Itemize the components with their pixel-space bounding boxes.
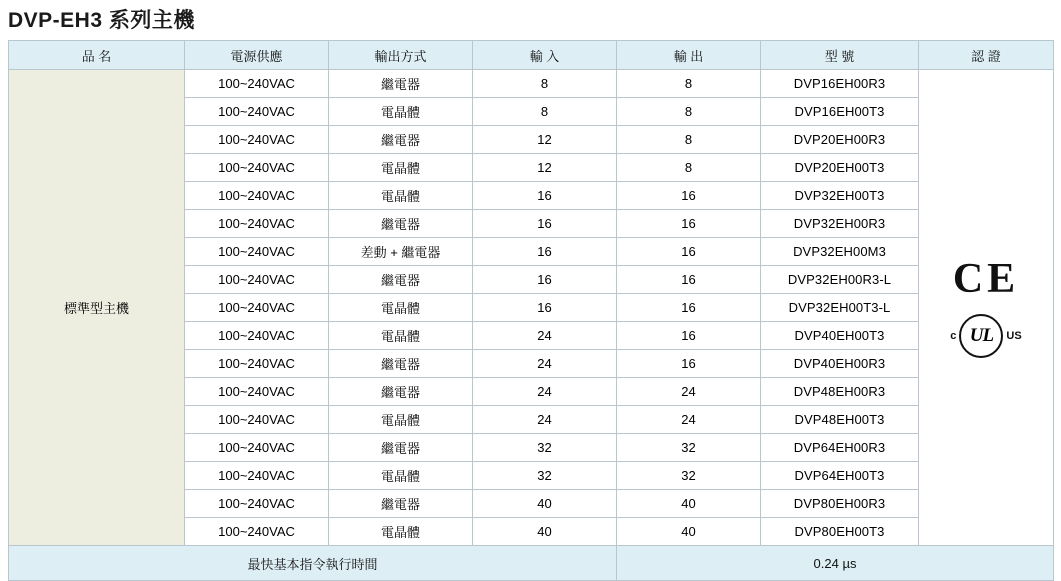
power-supply-unit: AC	[276, 356, 295, 371]
power-supply-unit: AC	[276, 188, 295, 203]
power-supply-cell	[185, 70, 329, 98]
power-supply-unit: AC	[276, 328, 295, 343]
output-type-cell: 繼電器	[329, 490, 473, 518]
power-supply-cell	[185, 406, 329, 434]
power-supply-unit: AC	[276, 244, 295, 259]
output-count-cell: 40	[617, 518, 761, 546]
output-count-cell: 8	[617, 126, 761, 154]
ul-mark-icon	[950, 314, 1021, 358]
output-type-cell: 繼電器	[329, 126, 473, 154]
power-supply-value: 100~240V	[218, 468, 277, 483]
model-number-cell: DVP32EH00M3	[761, 238, 919, 266]
power-supply-cell	[185, 154, 329, 182]
header-cell-output-type: 輸出方式	[329, 41, 473, 70]
ul-circle-icon: UL	[959, 314, 1003, 358]
input-count-cell: 32	[473, 462, 617, 490]
output-count-cell: 16	[617, 350, 761, 378]
input-count-cell: 24	[473, 406, 617, 434]
power-supply-unit: AC	[276, 300, 295, 315]
input-count-cell: 12	[473, 126, 617, 154]
model-number-cell: DVP48EH00R3	[761, 378, 919, 406]
model-number-cell: DVP32EH00T3-L	[761, 294, 919, 322]
power-supply-value: 100~240V	[218, 104, 277, 119]
power-supply-cell	[185, 518, 329, 546]
power-supply-cell	[185, 490, 329, 518]
input-count-cell: 16	[473, 210, 617, 238]
output-type-cell: 差動 + 繼電器	[329, 238, 473, 266]
footer-label: 最快基本指令執行時間	[9, 546, 617, 581]
output-count-cell: 24	[617, 406, 761, 434]
output-type-cell: 繼電器	[329, 350, 473, 378]
model-number-cell: DVP40EH00R3	[761, 350, 919, 378]
input-count-cell: 24	[473, 322, 617, 350]
header-cell-certification: 認 證	[919, 41, 1054, 70]
ul-us-label: US	[1006, 329, 1022, 342]
output-count-cell: 16	[617, 182, 761, 210]
output-type-cell: 電晶體	[329, 518, 473, 546]
power-supply-cell	[185, 98, 329, 126]
output-type-cell: 繼電器	[329, 378, 473, 406]
header-cell-output: 輸 出	[617, 41, 761, 70]
power-supply-unit: AC	[276, 496, 295, 511]
ul-canada-label: c	[950, 329, 957, 342]
input-count-cell: 8	[473, 70, 617, 98]
model-number-cell: DVP32EH00R3-L	[761, 266, 919, 294]
power-supply-unit: AC	[276, 104, 295, 119]
output-type-cell: 電晶體	[329, 462, 473, 490]
model-number-cell: DVP40EH00T3	[761, 322, 919, 350]
product-name-cell: 標準型主機	[9, 70, 185, 546]
power-supply-cell	[185, 182, 329, 210]
power-supply-value: 100~240V	[218, 412, 277, 427]
model-number-cell: DVP32EH00T3	[761, 182, 919, 210]
input-count-cell: 16	[473, 238, 617, 266]
power-supply-value: 100~240V	[218, 524, 277, 539]
power-supply-cell	[185, 266, 329, 294]
model-number-cell: DVP32EH00R3	[761, 210, 919, 238]
power-supply-cell	[185, 210, 329, 238]
power-supply-unit: AC	[276, 216, 295, 231]
output-type-cell: 繼電器	[329, 434, 473, 462]
model-number-cell: DVP64EH00T3	[761, 462, 919, 490]
input-count-cell: 40	[473, 518, 617, 546]
input-count-cell: 24	[473, 378, 617, 406]
power-supply-value: 100~240V	[218, 216, 277, 231]
output-type-cell: 電晶體	[329, 294, 473, 322]
power-supply-unit: AC	[276, 412, 295, 427]
power-supply-value: 100~240V	[218, 356, 277, 371]
output-count-cell: 8	[617, 154, 761, 182]
header-cell-power: 電源供應	[185, 41, 329, 70]
output-type-cell: 電晶體	[329, 98, 473, 126]
output-count-cell: 16	[617, 238, 761, 266]
power-supply-value: 100~240V	[218, 384, 277, 399]
power-supply-unit: AC	[276, 132, 295, 147]
power-supply-value: 100~240V	[218, 496, 277, 511]
power-supply-cell	[185, 238, 329, 266]
power-supply-unit: AC	[276, 272, 295, 287]
power-supply-unit: AC	[276, 76, 295, 91]
power-supply-unit: AC	[276, 440, 295, 455]
output-type-cell: 繼電器	[329, 210, 473, 238]
power-supply-value: 100~240V	[218, 300, 277, 315]
input-count-cell: 8	[473, 98, 617, 126]
model-number-cell: DVP16EH00R3	[761, 70, 919, 98]
model-number-cell: DVP80EH00R3	[761, 490, 919, 518]
spec-table	[8, 40, 1054, 581]
output-type-cell: 繼電器	[329, 70, 473, 98]
footer-row	[9, 546, 1054, 581]
header-row	[9, 41, 1054, 70]
power-supply-value: 100~240V	[218, 440, 277, 455]
power-supply-unit: AC	[276, 468, 295, 483]
input-count-cell: 32	[473, 434, 617, 462]
power-supply-value: 100~240V	[218, 244, 277, 259]
power-supply-value: 100~240V	[218, 76, 277, 91]
model-number-cell: DVP80EH00T3	[761, 518, 919, 546]
header-cell-model: 型 號	[761, 41, 919, 70]
model-number-cell: DVP48EH00T3	[761, 406, 919, 434]
model-number-cell: DVP64EH00R3	[761, 434, 919, 462]
output-count-cell: 24	[617, 378, 761, 406]
certification-cell	[919, 70, 1054, 546]
input-count-cell: 16	[473, 266, 617, 294]
power-supply-value: 100~240V	[218, 328, 277, 343]
power-supply-cell	[185, 434, 329, 462]
output-count-cell: 40	[617, 490, 761, 518]
input-count-cell: 24	[473, 350, 617, 378]
power-supply-value: 100~240V	[218, 132, 277, 147]
ce-mark-icon: CE	[952, 255, 1020, 302]
certification-marks	[919, 70, 1053, 545]
input-count-cell: 40	[473, 490, 617, 518]
model-number-cell: DVP20EH00T3	[761, 154, 919, 182]
header-cell-name: 品 名	[9, 41, 185, 70]
power-supply-value: 100~240V	[218, 188, 277, 203]
output-count-cell: 16	[617, 322, 761, 350]
output-count-cell: 32	[617, 462, 761, 490]
output-type-cell: 電晶體	[329, 406, 473, 434]
output-count-cell: 32	[617, 434, 761, 462]
output-count-cell: 8	[617, 70, 761, 98]
input-count-cell: 12	[473, 154, 617, 182]
output-count-cell: 16	[617, 294, 761, 322]
power-supply-cell	[185, 462, 329, 490]
power-supply-value: 100~240V	[218, 160, 277, 175]
table-body	[9, 70, 1054, 546]
power-supply-cell	[185, 378, 329, 406]
output-type-cell: 繼電器	[329, 266, 473, 294]
footer-value: 0.24 µs	[617, 546, 1054, 581]
input-count-cell: 16	[473, 182, 617, 210]
output-count-cell: 16	[617, 210, 761, 238]
power-supply-unit: AC	[276, 524, 295, 539]
power-supply-cell	[185, 322, 329, 350]
model-number-cell: DVP20EH00R3	[761, 126, 919, 154]
power-supply-cell	[185, 126, 329, 154]
power-supply-cell	[185, 294, 329, 322]
output-type-cell: 電晶體	[329, 182, 473, 210]
table-row	[9, 70, 1054, 98]
model-number-cell: DVP16EH00T3	[761, 98, 919, 126]
power-supply-unit: AC	[276, 384, 295, 399]
output-type-cell: 電晶體	[329, 322, 473, 350]
table-footer	[9, 546, 1054, 581]
page-title: DVP-EH3 系列主機	[8, 9, 195, 32]
output-type-cell: 電晶體	[329, 154, 473, 182]
table-header	[9, 41, 1054, 70]
output-count-cell: 16	[617, 266, 761, 294]
input-count-cell: 16	[473, 294, 617, 322]
output-count-cell: 8	[617, 98, 761, 126]
power-supply-value: 100~240V	[218, 272, 277, 287]
header-cell-input: 輸 入	[473, 41, 617, 70]
power-supply-unit: AC	[276, 160, 295, 175]
power-supply-cell	[185, 350, 329, 378]
